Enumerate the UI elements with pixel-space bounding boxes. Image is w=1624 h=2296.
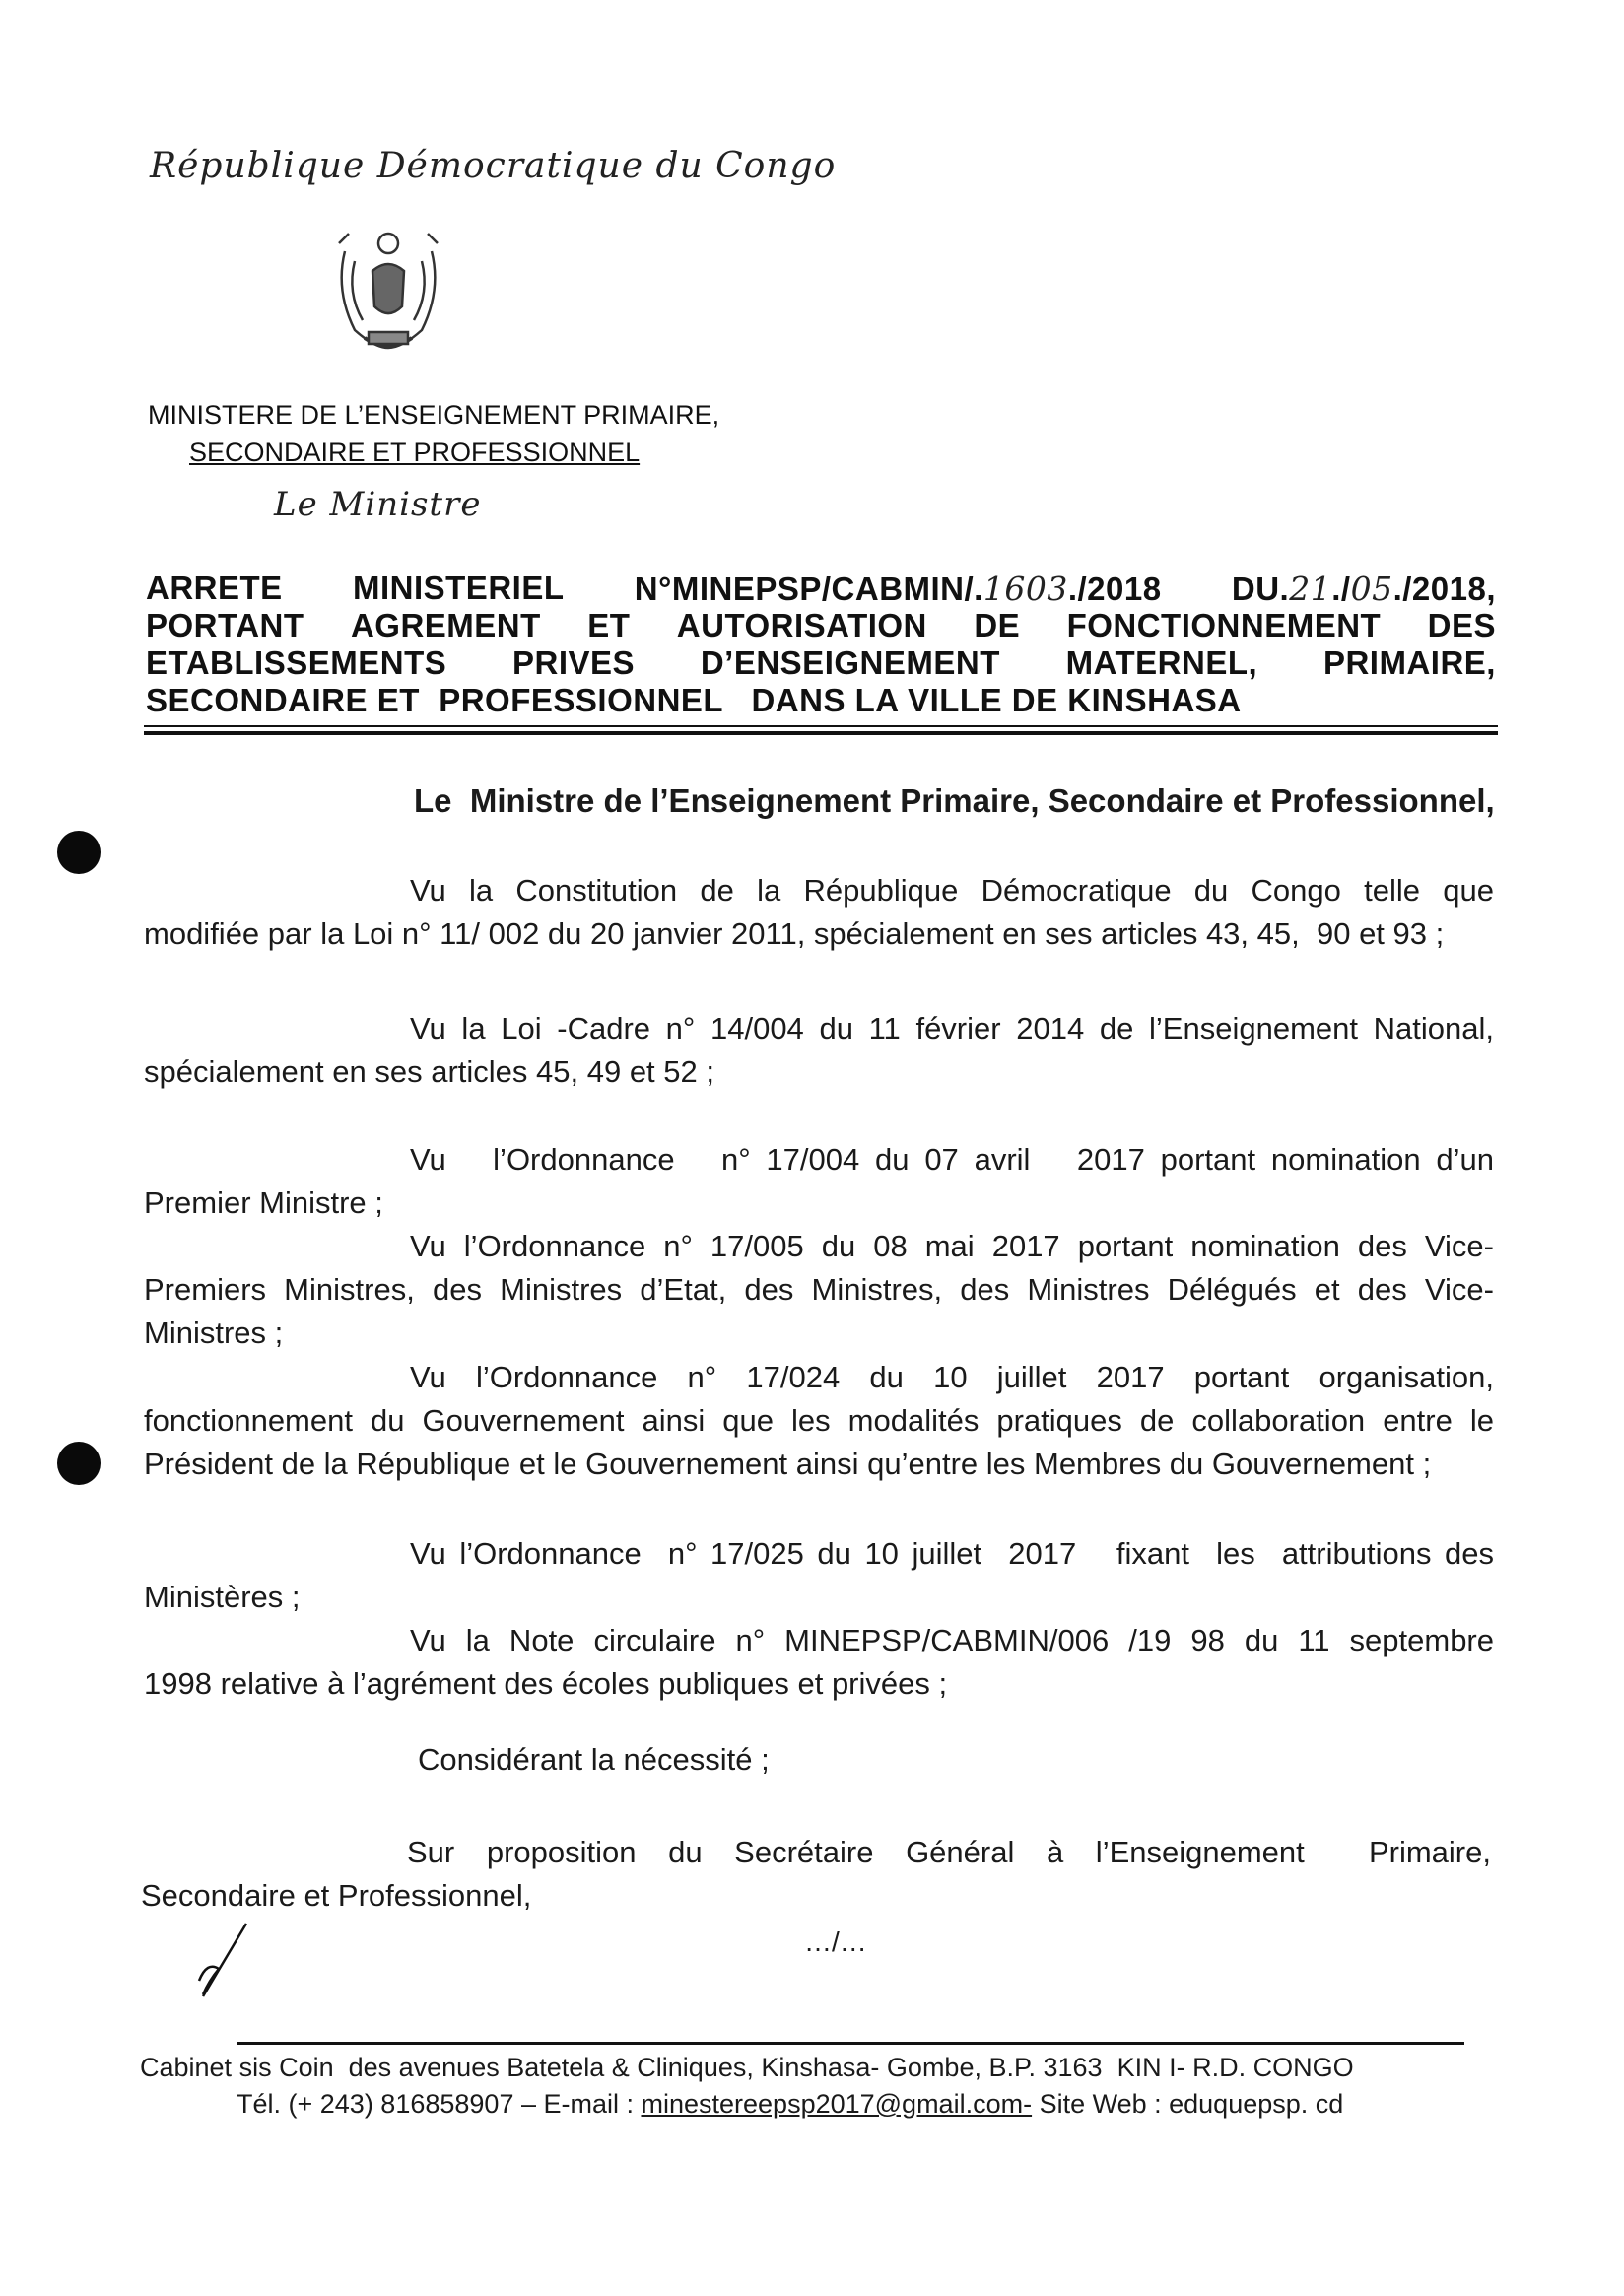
title-line-1	[146, 570, 1496, 608]
recital-text: spécialement en ses articles 45, 49 et 52 ;	[144, 1054, 714, 1089]
handwritten-month: 05	[1350, 570, 1393, 608]
recital-text: Ministres ;	[144, 1316, 284, 1350]
handwritten-day: 21	[1289, 570, 1332, 608]
title-word: ET	[587, 607, 631, 643]
title-word: MINISTERIEL	[352, 570, 565, 606]
title-word: DE	[974, 607, 1021, 643]
title-word: PRIMAIRE,	[1322, 644, 1496, 681]
title-word: DES	[1427, 607, 1496, 643]
recital-text: fonctionnement du Gouvernement ainsi que les modalités pratiques de collaboration entre le	[144, 1403, 1494, 1438]
recital-text: Premiers Ministres, des Ministres d’Etat, des Ministres, des Ministres Délégués et des Vice-	[144, 1272, 1494, 1307]
recital-note-circulaire	[144, 1619, 1494, 1706]
recital-proposition	[141, 1831, 1491, 1918]
recital-text: Secondaire et Professionnel,	[141, 1878, 532, 1913]
handwritten-number: 1603	[982, 570, 1068, 608]
coat-of-arms-icon	[325, 222, 451, 358]
recital-constitution	[144, 869, 1494, 956]
recital-ordonnance-17-005	[144, 1225, 1494, 1355]
title-rule-top	[144, 725, 1498, 727]
title-line-2	[146, 607, 1496, 644]
punch-hole	[57, 1442, 101, 1485]
recital-text: Premier Ministre ;	[144, 1185, 383, 1220]
minister-heading: Le Ministre de l’Enseignement Primaire, Secondaire et Professionnel,	[414, 782, 1495, 819]
punch-hole	[57, 831, 101, 874]
continuation-mark: …/…	[804, 1926, 867, 1957]
country-heading: République Démocratique du Congo	[150, 146, 837, 186]
footer-website: Site Web : eduquepsp. cd	[1032, 2089, 1344, 2119]
title-line-3	[146, 644, 1496, 682]
recital-text: Vu l’Ordonnance n° 17/005 du 08 mai 2017 portant nomination des Vice-	[410, 1229, 1494, 1263]
title-word: PORTANT	[146, 607, 304, 643]
recital-text: Vu la Loi -Cadre n° 14/004 du 11 février 2014 de l’Enseignement National,	[410, 1011, 1494, 1046]
signatory-label: Le Ministre	[274, 485, 482, 524]
recital-text: Sur proposition du Secrétaire Général à l’Enseignement Primaire,	[407, 1835, 1491, 1869]
title-line-4: SECONDAIRE ET PROFESSIONNEL DANS LA VILLE DE KINSHASA	[146, 682, 1242, 718]
title-word: ETABLISSEMENTS	[146, 644, 447, 681]
title-word: FONCTIONNEMENT	[1066, 607, 1382, 643]
recital-text: modifiée par la Loi n° 11/ 002 du 20 janvier 2011, spécialement en ses articles 43, 45, 90 et 93 ;	[144, 916, 1445, 951]
recital-ordonnance-17-025	[144, 1532, 1494, 1619]
recital-text: Vu la Note circulaire n° MINEPSP/CABMIN/006 /19 98 du 11 septembre	[410, 1623, 1494, 1657]
footer-address: Cabinet sis Coin des avenues Batetela & Cliniques, Kinshasa- Gombe, B.P. 3163 KIN I- R.D. CONGO	[140, 2053, 1354, 2082]
title-word: ARRETE	[146, 570, 283, 606]
recital-ordonnance-17-004	[144, 1138, 1494, 1225]
recital-text: Président de la République et le Gouvernement ainsi qu’entre les Membres du Gouvernement ;	[144, 1447, 1432, 1481]
title-rule-bottom	[144, 731, 1498, 735]
recital-text: Vu l’Ordonnance n° 17/004 du 07 avril 2017 portant nomination d’un	[410, 1142, 1494, 1177]
recital-loi-cadre	[144, 1007, 1494, 1094]
title-word: AUTORISATION	[676, 607, 927, 643]
recital-text: Vu la Constitution de la République Démocratique du Congo telle que	[410, 873, 1494, 908]
recital-text: Vu l’Ordonnance n° 17/024 du 10 juillet 2017 portant organisation,	[410, 1360, 1494, 1394]
title-word: PRIVES	[512, 644, 636, 681]
ministry-line-1: MINISTERE DE L’ENSEIGNEMENT PRIMAIRE,	[148, 400, 720, 430]
title-word: AGREMENT	[350, 607, 541, 643]
decree-number: N°MINEPSP/CABMIN/.1603./2018	[634, 570, 1162, 608]
recital-text: Vu l’Ordonnance n° 17/025 du 10 juillet 2017 fixant les attributions des	[410, 1536, 1494, 1571]
recital-text: Ministères ;	[144, 1580, 301, 1614]
footer-phone: Tél. (+ 243) 816858907 – E-mail :	[237, 2089, 642, 2119]
title-word: MATERNEL,	[1065, 644, 1258, 681]
footer-rule	[237, 2042, 1464, 2045]
paraph-initials	[189, 1922, 258, 2000]
recital-text: 1998 relative à l’agrément des écoles publiques et privées ;	[144, 1666, 948, 1701]
decree-date: DU.21./05./2018,	[1231, 570, 1496, 608]
ministry-line-2: SECONDAIRE ET PROFESSIONNEL	[189, 438, 641, 467]
footer-email-link[interactable]: minestereepsp2017@gmail.com-	[641, 2089, 1033, 2119]
footer-contact	[237, 2089, 1343, 2120]
recital-ordonnance-17-024	[144, 1356, 1494, 1486]
recital-necessite: Considérant la nécessité ;	[418, 1742, 770, 1777]
title-word: D’ENSEIGNEMENT	[700, 644, 1000, 681]
